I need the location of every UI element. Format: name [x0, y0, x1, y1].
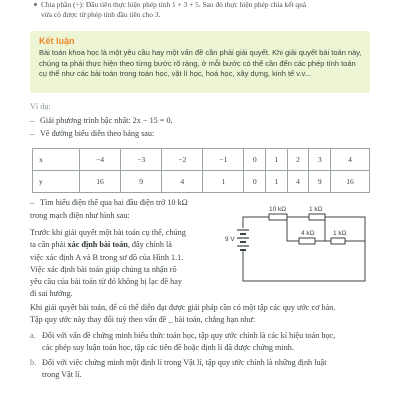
table-cell: 1: [266, 149, 288, 171]
list-item-a: [30, 330, 374, 342]
explanation-line-2-post: , đây chính là: [127, 240, 172, 250]
table-cell: −2: [162, 149, 203, 171]
label-battery: 9 V: [225, 236, 235, 243]
circuit-task-line-2: trong mạch điện như hình sau:: [30, 211, 130, 220]
example-label: Ví dụ:: [30, 102, 51, 111]
circuit-diagram: [225, 203, 375, 285]
circuit-task-line-1-text: Tìm hiểu điện thế qua hai đầu điện trở 10 kΩ: [40, 198, 188, 207]
table-cell: 1: [266, 171, 288, 193]
table-cell: 2: [287, 149, 309, 171]
bottom-paragraph: [30, 302, 374, 382]
example-line-2: [30, 129, 154, 138]
example-line-1-text: Giải phương trình bậc nhất: 2x − 15 = 0.: [40, 116, 173, 125]
table-row-x: [33, 149, 370, 171]
label-10k: 10 kΩ: [269, 206, 287, 213]
bottom-line-2: Tập quy ước này thay đổi tuỳ theo vấn đề _ bài toán, chẳng hạn như:: [30, 315, 256, 325]
resistor-4k: [299, 238, 315, 244]
explanation-line-2: [30, 239, 230, 251]
table-cell: 9: [121, 171, 162, 193]
resistor-top-1k: [309, 214, 325, 220]
table-header-y: y: [33, 171, 80, 193]
explanation-line-4: Việc xác định bài toán giúp chúng ta nhận rõ: [30, 264, 177, 274]
circuit-task-line-1: [30, 198, 188, 207]
example-line-1: [30, 116, 173, 125]
dash-icon: –: [30, 198, 35, 207]
table-cell: 0: [244, 171, 266, 193]
circuit-wire-branch: [325, 217, 331, 241]
explanation-bold-term: xác định bài toán: [67, 240, 128, 250]
top-partial-text: [34, 0, 394, 20]
list-item-b-line-1: Đối với việc chứng minh một định lí trong Vật lí, tập quy ước chính là những định luật: [42, 358, 327, 368]
top-partial-line-1: [34, 0, 394, 10]
explanation-line-1: Trước khi giải quyết một bài toán cụ thể, chúng: [30, 228, 186, 237]
table-cell: 16: [80, 171, 121, 193]
list-item-a-line-1: Đối với vấn đề chứng minh biểu thức toán học, tập quy ước chính là các kí hiệu toán học,: [42, 330, 336, 340]
label-4k: 4 kΩ: [301, 230, 315, 237]
list-item-b-cont: trong Vật lí.: [42, 370, 82, 380]
table-cell: 4: [287, 171, 309, 193]
table-cell: 4: [331, 149, 370, 171]
list-letter-a: a.: [30, 330, 36, 340]
table-cell: 0: [244, 149, 266, 171]
conclusion-title: Kết luận: [39, 36, 75, 46]
explanation-line-3: việc xác định A và B trong sơ đồ của Hình 1.1.: [30, 252, 184, 262]
label-mid-1k: 1 kΩ: [333, 230, 347, 237]
circuit-wire-top-left: [243, 217, 269, 228]
bottom-line-1: Khi giải quyết bài toán, để có thể diễn đạt được giải pháp cần có một tập các quy ước cơ bản.: [30, 303, 336, 312]
dash-icon: –: [30, 116, 35, 125]
table-cell: −3: [121, 149, 162, 171]
table-cell: 9: [309, 171, 331, 193]
table-cell: 16: [331, 171, 370, 193]
table-cell: 1: [203, 171, 244, 193]
table-row-y: [33, 171, 370, 193]
label-top-1k: 1 kΩ: [309, 206, 323, 213]
list-letter-b: b.: [30, 358, 37, 368]
circuit-wire-branch-left: [287, 217, 299, 241]
resistor-1k: [331, 238, 345, 244]
list-item-a-cont: các phép suy luận toán học, tập các tiên đề hoặc định lí đã được chứng minh.: [42, 342, 294, 352]
dash-icon: –: [30, 129, 35, 138]
table-cell: −4: [80, 149, 121, 171]
resistor-10k: [269, 214, 287, 220]
conclusion-text: Bài toán khoa học là một yêu cầu hay một vấn đề cần phải giải quyết. Khi giải quyết bài toán này, chúng ta phải thực hiện theo từng bước rõ ràng, ở mỗi bước có thể cần đến các phép tính toán cụ thể như các bài toán trong toán học, vật lí học, hoá học, xây dựng, kinh tế v.v...: [39, 48, 362, 78]
list-item-b: [30, 357, 374, 369]
circuit-wire-outer: [243, 217, 365, 281]
example-line-2-text: Vẽ đường biểu diễn theo bảng sau:: [40, 129, 155, 138]
explanation-line-5: yêu cầu của bài toán từ đó không bị lạc đề hay: [30, 277, 182, 287]
explanation-line-2-pre: ta cần phải: [30, 240, 68, 250]
explanation-line-6: đi sai hướng.: [30, 289, 73, 299]
explanation-paragraph: [30, 227, 230, 301]
table-cell: 3: [309, 149, 331, 171]
top-partial-line-2: vừa có được từ phép tính đầu tiên cho 3.: [41, 10, 161, 19]
table-cell: 4: [162, 171, 203, 193]
value-table: [32, 148, 370, 193]
table-cell: −1: [203, 149, 244, 171]
top-partial-line-1-text: Chia phần (÷): Đầu tiên thực hiện phép tính 1 + 3 + 5. Sau đó thực hiện phép chia kết quả: [41, 0, 307, 9]
bullet-icon: [34, 3, 37, 6]
table-header-x: x: [33, 149, 80, 171]
battery-icon: [237, 230, 249, 250]
